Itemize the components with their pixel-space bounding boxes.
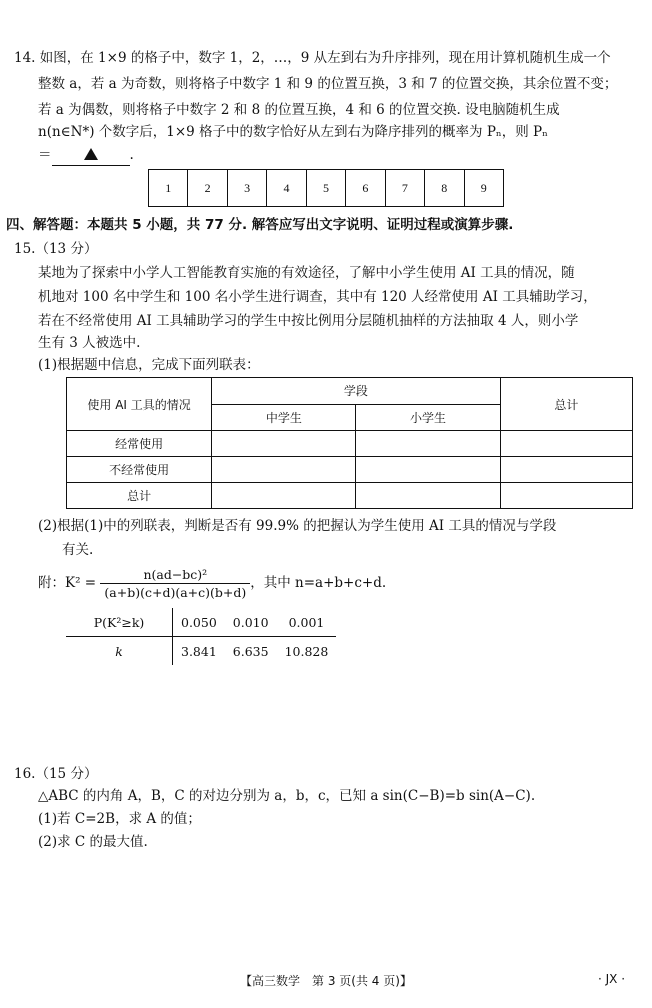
equals-sign: ＝: [38, 147, 52, 163]
formula-prefix: 附：K² =: [38, 575, 101, 591]
q14-line2: 整数 a，若 a 为奇数，则将格子中数字 1 和 9 的位置互换，3 和 7 的位置交换，其余位置不变；: [38, 76, 618, 92]
formula: [38, 563, 386, 603]
kt-value: 10.828: [284, 643, 329, 659]
q15-part1: (1)根据题中信息，完成下面列联表：: [38, 357, 260, 373]
row-label-often: 经常使用: [67, 431, 212, 457]
q16-head: 16.（15 分）: [14, 766, 98, 782]
grid-cell: 2: [188, 170, 227, 206]
kt-label-k: [66, 637, 173, 666]
row-label-total: 总计: [67, 483, 212, 509]
table-cell: [500, 483, 632, 509]
q14-line3: 若 a 为偶数，则将格子中数字 2 和 8 的位置互换，4 和 6 的位置交换. 设电脑随机生成: [38, 102, 560, 118]
footer-code: · JX ·: [598, 972, 626, 986]
grid-cell: 8: [425, 170, 464, 206]
q15-part2a: (2)根据(1)中的列联表，判断是否有 99.9% 的把握认为学生使用 AI 工具的情况与学段: [38, 518, 557, 534]
kt-label-p: P(K²≥k): [66, 608, 173, 637]
table-cell: [212, 457, 356, 483]
table-cell: [212, 483, 356, 509]
critical-value-table: [66, 608, 336, 665]
kt-value: 3.841: [181, 643, 217, 659]
kt-value: 6.635: [232, 643, 269, 659]
formula-suffix: ，其中 n=a+b+c+d.: [250, 575, 387, 591]
table-cell: [212, 431, 356, 457]
q15-p4: 生有 3 人被选中.: [38, 335, 141, 351]
header-total: 总计: [500, 378, 632, 431]
q14-line4: n(n∈N*) 个数字后，1×9 格子中的数字恰好从左到右为降序排列的概率为 Pₙ，则 Pₙ: [38, 124, 548, 140]
number-grid: [148, 169, 504, 207]
header-middle-school: 中学生: [212, 404, 356, 431]
table-cell: [500, 431, 632, 457]
formula-fraction: [100, 566, 250, 601]
q15-head: 15.（13 分）: [14, 241, 98, 257]
grid-cell: 3: [228, 170, 267, 206]
grid-cell: 9: [480, 180, 487, 195]
section-heading: 四、解答题：本题共 5 小题，共 77 分. 解答应写出文字说明、证明过程或演算步骤.: [6, 217, 514, 233]
triangle-icon: [84, 148, 98, 160]
q16-p1: △ABC 的内角 A，B，C 的对边分别为 a，b，c，已知 a sin(C−B)=b sin(A−C).: [38, 788, 536, 804]
table-cell: [356, 457, 500, 483]
q15-p3: 若在不经常使用 AI 工具辅助学习的学生中按比例用分层随机抽样的方法抽取 4 人，则小学: [38, 313, 579, 329]
q16-part2: (2)求 C 的最大值.: [38, 834, 148, 850]
q14-answer-line: [38, 145, 134, 166]
grid-cell: 7: [386, 170, 425, 206]
kt-label-k-text: k: [115, 643, 123, 659]
grid-cell: 6: [346, 170, 385, 206]
grid-cell: 1: [149, 170, 188, 206]
formula-denominator: (a+b)(c+d)(a+c)(b+d): [104, 585, 247, 600]
table-cell: [356, 431, 500, 457]
q15-p2: 机地对 100 名中学生和 100 名小学生进行调查，其中有 120 人经常使用 AI 工具辅助学习，: [38, 289, 597, 305]
q15-p1: 某地为了探索中小学人工智能教育实施的有效途径，了解中小学生使用 AI 工具的情况，随: [38, 265, 575, 281]
q16-part1: (1)若 C=2B，求 A 的值；: [38, 811, 201, 827]
header-primary-school: 小学生: [356, 404, 500, 431]
q14-line1: 14. 如图，在 1×9 的格子中，数字 1，2，…，9 从左到右为升序排列，现在用计算机随机生成一个: [14, 50, 611, 66]
header-usage: 使用 AI 工具的情况: [67, 378, 212, 431]
period: .: [129, 147, 134, 163]
kt-value: 0.001: [288, 614, 325, 630]
grid-cell: 4: [267, 170, 306, 206]
table-cell: [500, 457, 632, 483]
page-footer: 【高三数学 第 3 页(共 4 页)】: [240, 974, 412, 988]
grid-cell: 5: [307, 170, 346, 206]
contingency-table: [66, 377, 633, 509]
row-label-not-often: 不经常使用: [67, 457, 212, 483]
kt-value: 0.010: [232, 614, 269, 630]
header-stage: 学段: [212, 378, 500, 405]
formula-numerator: n(ad−bc)²: [100, 566, 250, 584]
table-cell: [356, 483, 500, 509]
kt-value: 0.050: [181, 614, 217, 630]
q15-part2b: 有关.: [62, 542, 94, 558]
answer-blank: [52, 145, 130, 166]
